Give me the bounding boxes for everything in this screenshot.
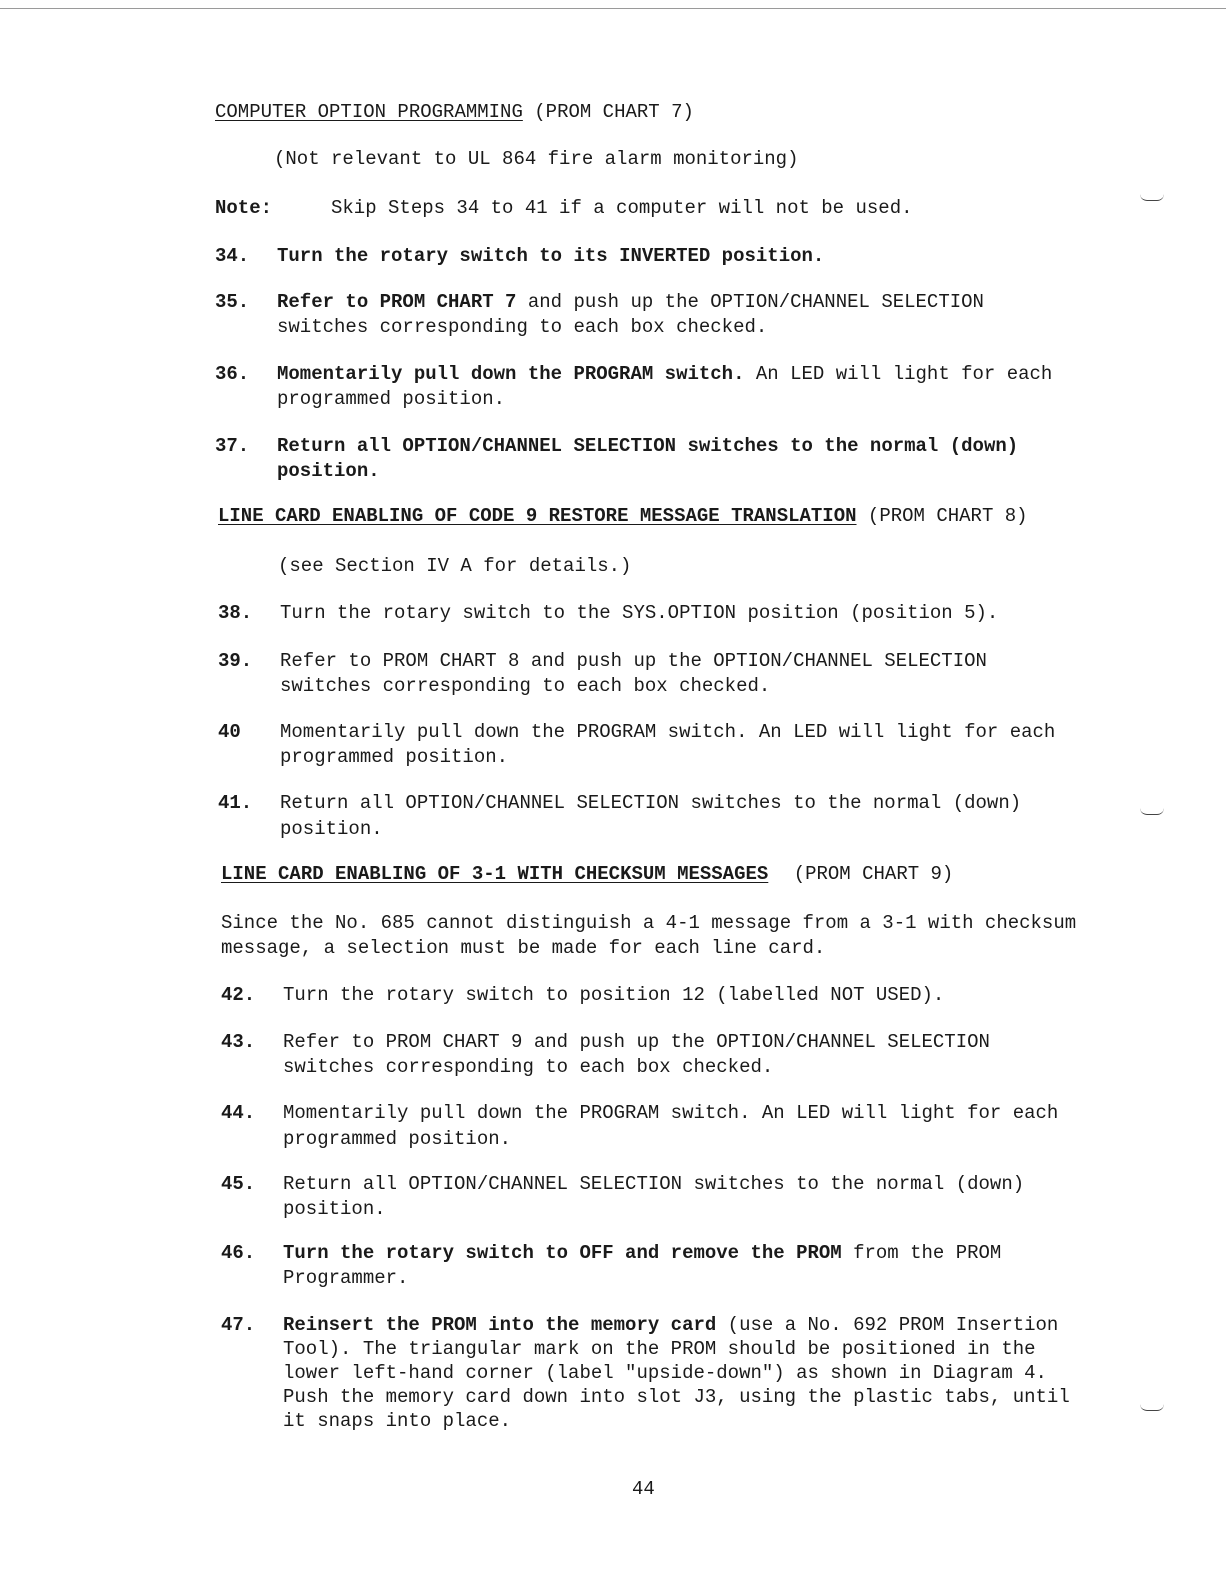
step-text: it snaps into place. [283, 1410, 512, 1432]
section-c-intro [221, 911, 1076, 961]
step-text-emphasis: normal (down) [869, 435, 1019, 457]
step-text-emphasis: Momentarily pull down the PROGRAM switch. [277, 363, 745, 385]
note-label: Note: [215, 197, 273, 219]
note-line [215, 196, 913, 221]
step-46 [221, 1241, 1121, 1289]
step-number: 47. [221, 1314, 256, 1336]
step-44 [221, 1101, 1121, 1150]
binder-mark [1140, 1404, 1164, 1411]
step-text: Refer to PROM CHART 8 and push up the OPTION/CHANNEL SELECTION [280, 650, 987, 672]
step-text: switches corresponding to each box checked. [280, 675, 771, 697]
step-40 [218, 720, 1118, 768]
step-number: 46. [221, 1242, 256, 1264]
step-text: programmed position. [277, 388, 506, 410]
heading-title: LINE CARD ENABLING OF 3-1 WITH CHECKSUM MESSAGES [221, 863, 769, 885]
step-number: 35. [215, 291, 250, 313]
step-36 [215, 362, 1115, 410]
heading-chart: (PROM CHART 9) [793, 863, 954, 885]
step-number: 37. [215, 435, 250, 457]
subnote-ul864: (Not relevant to UL 864 fire alarm monitoring) [274, 148, 799, 170]
step-text: Refer to PROM CHART 9 and push up the OPTION/CHANNEL SELECTION [283, 1031, 990, 1053]
binder-mark [1140, 194, 1164, 201]
step-text: Turn the rotary switch to its [277, 245, 620, 267]
step-38 [218, 601, 1118, 626]
step-42 [221, 983, 1121, 1008]
step-text: Return all OPTION/CHANNEL SELECTION switches to the normal (down) [283, 1173, 1025, 1195]
step-text: Programmer. [283, 1267, 409, 1289]
step-text-emphasis: INVERTED [619, 245, 711, 267]
step-text: position. [277, 460, 380, 482]
intro-line: message, a selection must be made for each line card. [221, 937, 826, 959]
step-text: (use a No. 692 PROM Insertion [716, 1314, 1059, 1336]
step-text: programmed position. [280, 746, 509, 768]
section-heading-checksum [221, 862, 953, 887]
step-text: Momentarily pull down the PROGRAM switch. An LED will light for each [280, 721, 1056, 743]
heading-title: LINE CARD ENABLING OF CODE 9 RESTORE MESSAGE TRANSLATION [218, 505, 857, 527]
step-text-emphasis: Refer to PROM CHART 7 [277, 291, 517, 313]
binder-mark [1140, 808, 1164, 815]
step-41 [218, 791, 1118, 840]
step-35 [215, 290, 1115, 338]
step-number: 38. [218, 602, 253, 624]
step-text: programmed position. [283, 1128, 512, 1150]
step-text: Push the memory card down into slot J3, using the plastic tabs, until [283, 1386, 1070, 1408]
step-number: 42. [221, 984, 256, 1006]
step-text: Momentarily pull down the PROGRAM switch. An LED will light for each [283, 1102, 1059, 1124]
page-top-rule [0, 8, 1226, 9]
step-text: Turn the rotary switch to the SYS.OPTION position (position 5). [280, 602, 999, 624]
section-heading-computer-option [215, 100, 694, 125]
step-text: from the PROM [841, 1242, 1002, 1264]
step-number: 41. [218, 792, 253, 814]
step-text: Turn the rotary switch to position 12 (labelled NOT USED). [283, 984, 945, 1006]
step-number: 43. [221, 1031, 256, 1053]
step-text: switches corresponding to each box checked. [283, 1056, 774, 1078]
step-text-emphasis: Turn the rotary switch to OFF and remove the PROM [283, 1242, 842, 1264]
step-text: position. [280, 818, 383, 840]
intro-line: Since the No. 685 cannot distinguish a 4-1 message from a 3-1 with checksum [221, 912, 1077, 934]
step-47 [221, 1313, 1121, 1432]
step-number: 34. [215, 245, 250, 267]
step-text-emphasis: OPTION/CHANNEL SELECTION [402, 435, 677, 457]
step-34 [215, 244, 1115, 269]
section-heading-code9 [218, 504, 1028, 529]
step-37 [215, 434, 1115, 482]
step-39 [218, 649, 1118, 697]
step-number: 40 [218, 721, 241, 743]
step-text: switches to the [676, 435, 870, 457]
heading-chart: (PROM CHART 7) [534, 101, 694, 123]
step-text: and push up the OPTION/CHANNEL SELECTION [516, 291, 984, 313]
step-text: Return all [277, 435, 403, 457]
step-number: 39. [218, 650, 253, 672]
heading-title: COMPUTER OPTION PROGRAMMING [215, 101, 523, 123]
step-text: Return all OPTION/CHANNEL SELECTION switches to the normal (down) [280, 792, 1022, 814]
heading-chart: (PROM CHART 8) [867, 505, 1028, 527]
subnote-section-iv: (see Section IV A for details.) [278, 555, 632, 577]
step-45 [221, 1172, 1121, 1220]
step-number: 44. [221, 1102, 256, 1124]
page-number: 44 [632, 1478, 655, 1500]
step-text: position. [710, 245, 825, 267]
step-text: switches corresponding to each box checked. [277, 316, 768, 338]
step-number: 45. [221, 1173, 256, 1195]
step-text: An LED will light for each [744, 363, 1053, 385]
step-number: 36. [215, 363, 250, 385]
note-text: Skip Steps 34 to 41 if a computer will not be used. [331, 197, 913, 219]
step-text: Tool). The triangular mark on the PROM should be positioned in the [283, 1338, 1036, 1360]
step-text: lower left-hand corner (label "upside-down") as shown in Diagram 4. [283, 1362, 1047, 1384]
step-text-emphasis: Reinsert the PROM into the memory card [283, 1314, 717, 1336]
step-text: position. [283, 1198, 386, 1220]
step-43 [221, 1030, 1121, 1078]
